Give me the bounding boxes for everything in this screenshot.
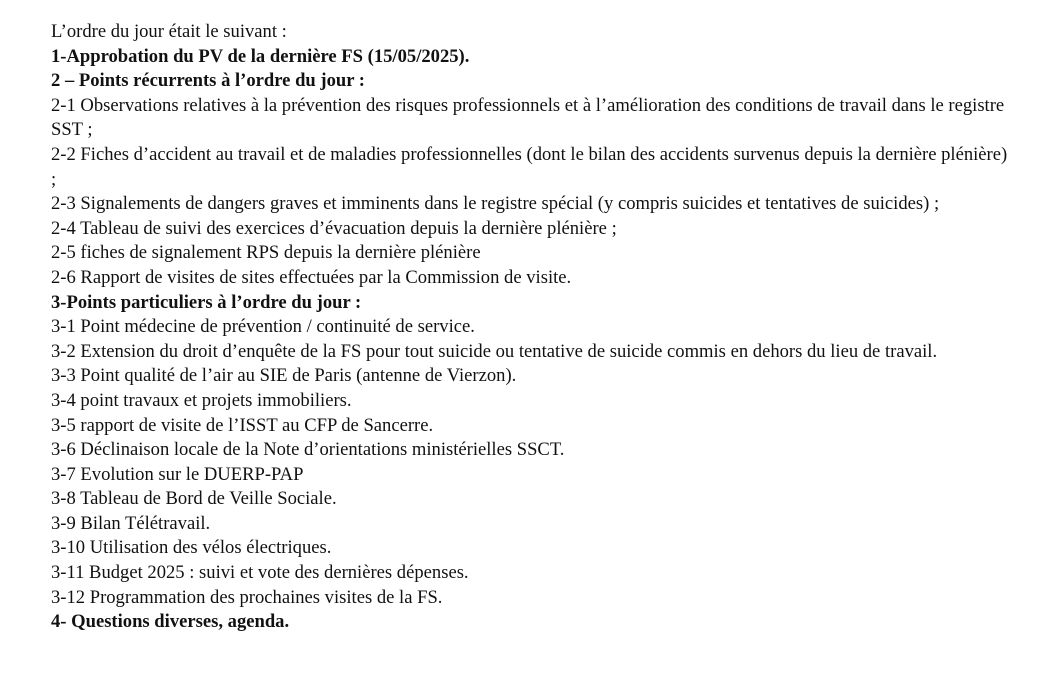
agenda-item-3-1: 3-1 Point médecine de prévention / continuité de service. xyxy=(51,316,475,338)
agenda-item-2-6: 2-6 Rapport de visites de sites effectuées par la Commission de visite. xyxy=(51,266,572,288)
section-4-heading: 4- Questions diverses, agenda. xyxy=(51,611,290,633)
agenda-item-3-9: 3-9 Bilan Télétravail. xyxy=(51,512,211,534)
agenda-item-3-12: 3-12 Programmation des prochaines visites de la FS. xyxy=(51,586,443,608)
section-1-heading: 1-Approbation du PV de la dernière FS (15/05/2025). xyxy=(51,45,470,67)
agenda-item-2-5: 2-5 fiches de signalement RPS depuis la dernière plénière xyxy=(51,242,481,264)
agenda-item-3-6: 3-6 Déclinaison locale de la Note d’orientations ministérielles SSCT. xyxy=(51,439,565,461)
agenda-document xyxy=(51,20,1011,635)
agenda-item-3-4: 3-4 point travaux et projets immobiliers. xyxy=(51,389,352,411)
section-3-heading: 3-Points particuliers à l’ordre du jour : xyxy=(51,291,362,313)
agenda-item-3-2: 3-2 Extension du droit d’enquête de la FS pour tout suicide ou tentative de suicide commis en dehors du lieu de travail. xyxy=(51,340,938,362)
agenda-item-2-3: 2-3 Signalements de dangers graves et imminents dans le registre spécial (y compris suicides et tentatives de suicides) ; xyxy=(51,193,940,215)
agenda-item-3-3: 3-3 Point qualité de l’air au SIE de Paris (antenne de Vierzon). xyxy=(51,365,517,387)
agenda-intro: L’ordre du jour était le suivant : xyxy=(51,21,287,42)
agenda-item-3-8: 3-8 Tableau de Bord de Veille Sociale. xyxy=(51,488,337,510)
agenda-item-2-4: 2-4 Tableau de suivi des exercices d’évacuation depuis la dernière plénière ; xyxy=(51,217,617,239)
agenda-item-3-5: 3-5 rapport de visite de l’ISST au CFP de Sancerre. xyxy=(51,414,434,436)
agenda-item-3-11: 3-11 Budget 2025 : suivi et vote des dernières dépenses. xyxy=(51,562,469,584)
agenda-item-2-2: 2-2 Fiches d’accident au travail et de maladies professionnelles (dont le bilan des accidents survenus depuis la dernière plénière) ; xyxy=(51,143,1012,190)
section-2-heading: 2 – Points récurrents à l’ordre du jour : xyxy=(51,70,365,92)
agenda-item-3-10: 3-10 Utilisation des vélos électriques. xyxy=(51,537,332,559)
agenda-item-2-1: 2-1 Observations relatives à la prévention des risques professionnels et à l’amélioration des conditions de travail dans le registre SST ; xyxy=(51,94,1009,141)
agenda-item-3-7: 3-7 Evolution sur le DUERP-PAP xyxy=(51,463,304,485)
